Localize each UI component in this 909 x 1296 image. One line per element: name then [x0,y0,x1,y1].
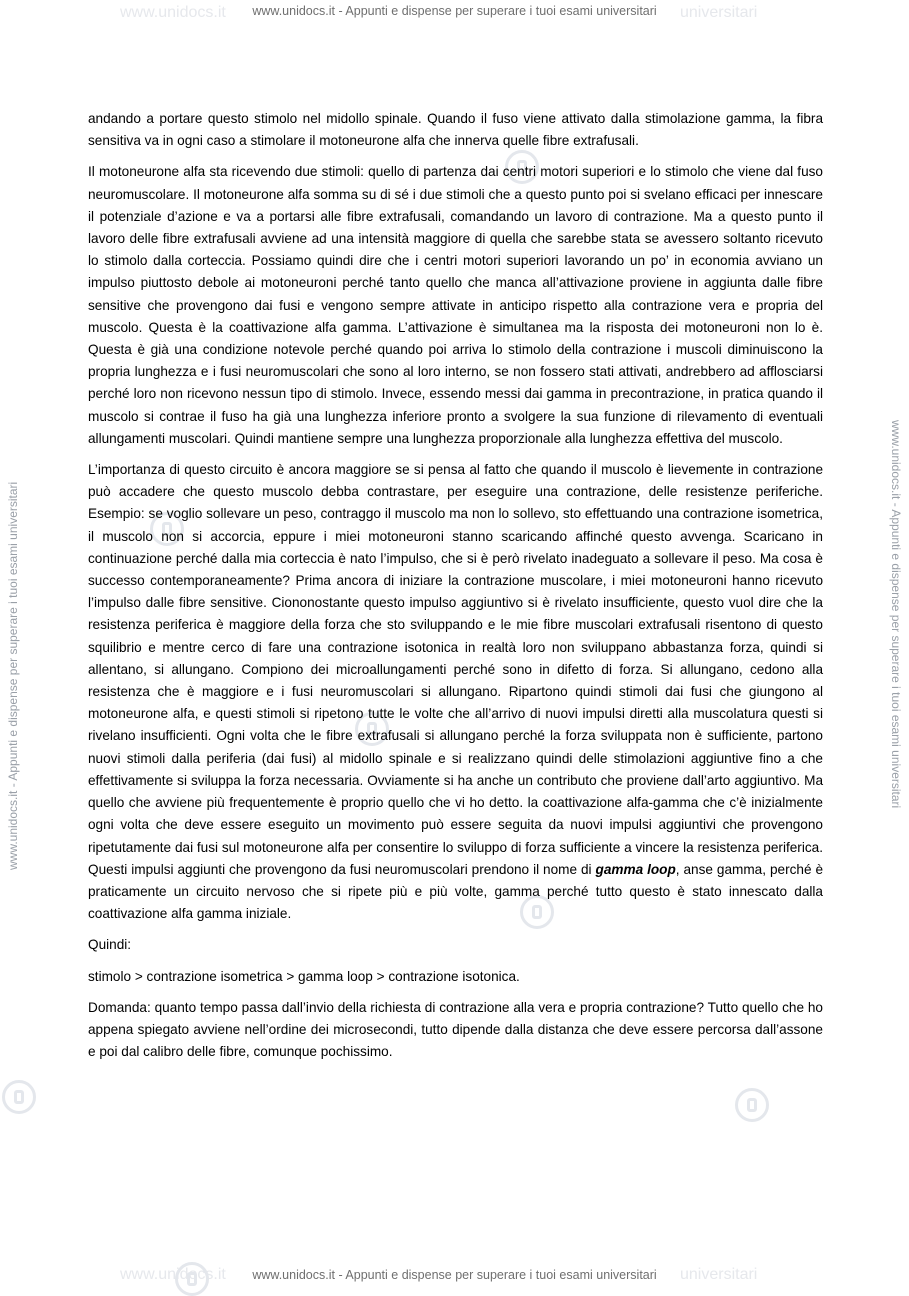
watermark-ghost-top: www.unidocs.it [120,4,226,21]
side-watermark-right: www.unidocs.it - Appunti e dispense per superare i tuoi esami universitari [889,420,903,809]
paragraph-text: , anse gamma, perché è praticamente un circuito nervoso che si ripete più e più volte, gamma perché tutto questo è stato innescato dalla coattivazione alfa gamma iniziale. [88,861,824,922]
watermark-ghost-bottom: www.unidocs.it [120,1266,226,1283]
header-watermark: www.unidocs.it - Appunti e dispense per superare i tuoi esami universitari [252,4,657,18]
paragraph: stimolo > contrazione isometrica > gamma loop > contrazione isotonica. [88,968,520,984]
paragraph: Domanda: quanto tempo passa dall’invio della richiesta di contrazione alla vera e propria contrazione? Tutto quello che ho appena spiegato avviene nell’ordine dei microsecondi, tutto dipende dalla distanza che deve essere percorsa dall’assone e poi dal calibro delle fibre, comunque pochissimo. [88,999,823,1060]
watermark-ghost-top-right: universitari [680,4,758,21]
watermark-logo-icon [735,1088,769,1122]
footer-watermark: www.unidocs.it - Appunti e dispense per superare i tuoi esami universitari [252,1268,657,1282]
paragraph-text: L’importanza di questo circuito è ancora maggiore se si pensa al fatto che quando il muscolo è lievemente in contrazione può accadere che questo muscolo debba contrastare, per eseguire una contrazione, delle resistenze periferiche. Esempio: se voglio sollevare un peso, contraggo il muscolo ma non lo sollevo, sto effettuando una contrazione isometrica, il muscolo non si accorcia, eppure i miei motoneuroni stanno scaricando affinché questo avvenga. Scaricano in continuazione perché dalla mia corteccia è nato l’impulso, che si è però rivelato inadeguato a sollevare il peso. Ma cosa è successo contemporaneamente? Prima ancora di iniziare la contrazione muscolare, i miei motoneuroni hanno ricevuto l’impulso dalle fibre sensitive. Ciononostante questo impulso aggiuntivo si è rivelato insufficiente, questo vuol dire che la resistenza periferica è maggiore della forza che sto sviluppando e le mie fibre muscolari extrafusali risentono di questo squilibrio e mentre cerco di fare una contrazione isotonica in realtà loro non sviluppano abbastanza forza, quindi si allentano, si allungano. Compiono dei microallungamenti perché sono in difetto di forza. Si allungano, cedono alla resistenza che è maggiore e i fusi neuromuscolari si allungano. Ripartono quindi stimoli dai fusi che giungono al motoneurone alfa, e questi stimoli si ripetono tutte le volte che all’arrivo di nuovi impulsi diretti alla muscolatura questi si rivelano insufficienti. Ogni volta che le fibre extrafusali si allungano perché la forza sviluppata non è sufficiente, partono nuovi stimoli dalla periferia (dai fusi) al midollo spinale e si realizzano quindi delle stimolazioni aggiuntive fino a che effettivamente si sviluppa la forza necessaria. Ovviamente si ha anche un contributo che proviene dall’arto aggiuntivo. Ma quello che avviene più frequentemente è proprio quello che vi ho detto. la coattivazione alfa-gamma che c’è inizialmente ogni volta che deve essere eseguito un movimento può essere seguita da nuovi impulsi aggiuntivi che provengono ripetutamente dai fusi sul motoneurone alfa per consentire lo sviluppo di forza sufficiente a vincere la resistenza periferica. Questi impulsi aggiunti che provengono da fusi neuromuscolari prendono il nome di [88,462,823,877]
paragraph: andando a portare questo stimolo nel midollo spinale. Quando il fuso viene attivato dalla stimolazione gamma, la fibra sensitiva va in ogni caso a stimolare il motoneurone alfa che innerva quelle fibre extrafusali. [88,111,823,149]
paragraph: Il motoneurone alfa sta ricevendo due stimoli: quello di partenza dai centri motori superiori e lo stimolo che viene dal fuso neuromuscolare. Il motoneurone alfa somma su di sé i due stimoli che a questo punto poi si svelano efficaci per innescare il potenziale d’azione e va a portarsi alle fibre extrafusali, comandando un lavoro di contrazione. Ma a questo punto il lavoro delle fibre extrafusali avviene ad una intensità maggiore di quella che sarebbe stata se avessero soltanto ricevuto lo stimolo dalla corteccia. Possiamo quindi dire che i centri motori superiori lavorando un po’ in economia avviano un impulso piuttosto debole ai motoneuroni perché tanto quello che manca all’attivazione proviene in aggiunta dalle fibre sensitive che provengono dai fusi e vengono sempre attivate in anticipo rispetto alla contrazione vera e propria del muscolo. Questa è la coattivazione alfa gamma. L’attivazione è simultanea ma la risposta dei motoneuroni non lo è. Questa è già una condizione notevole perché quando poi arriva lo stimolo della contrazione i muscoli diminuiscono la propria lunghezza e i fusi neuromuscolari che sono al loro interno, se non fossero stati attivati, andrebbero ad afflosciarsi perché loro non ricevono nessun tipo di stimolo. Invece, essendo messi dai gamma in precontrazione, in pratica quando il muscolo si contrae il fuso ha già una lunghezza inferiore pronto a svolgere la sua funzione di rilevamento di eventuali allungamenti muscolari. Quindi mantiene sempre una lunghezza proporzionale alla lunghezza effettiva del muscolo. [88,164,823,446]
gamma-loop-term: gamma loop [595,861,676,877]
watermark-logo-icon [175,1262,209,1296]
side-watermark-left: www.unidocs.it - Appunti e dispense per superare i tuoi esami universitari [6,481,20,870]
watermark-ghost-bottom-right: universitari [680,1266,758,1283]
watermark-logo-icon [2,1080,36,1114]
paragraph [88,459,823,925]
document-body [88,108,823,1072]
paragraph: Quindi: [88,937,132,953]
